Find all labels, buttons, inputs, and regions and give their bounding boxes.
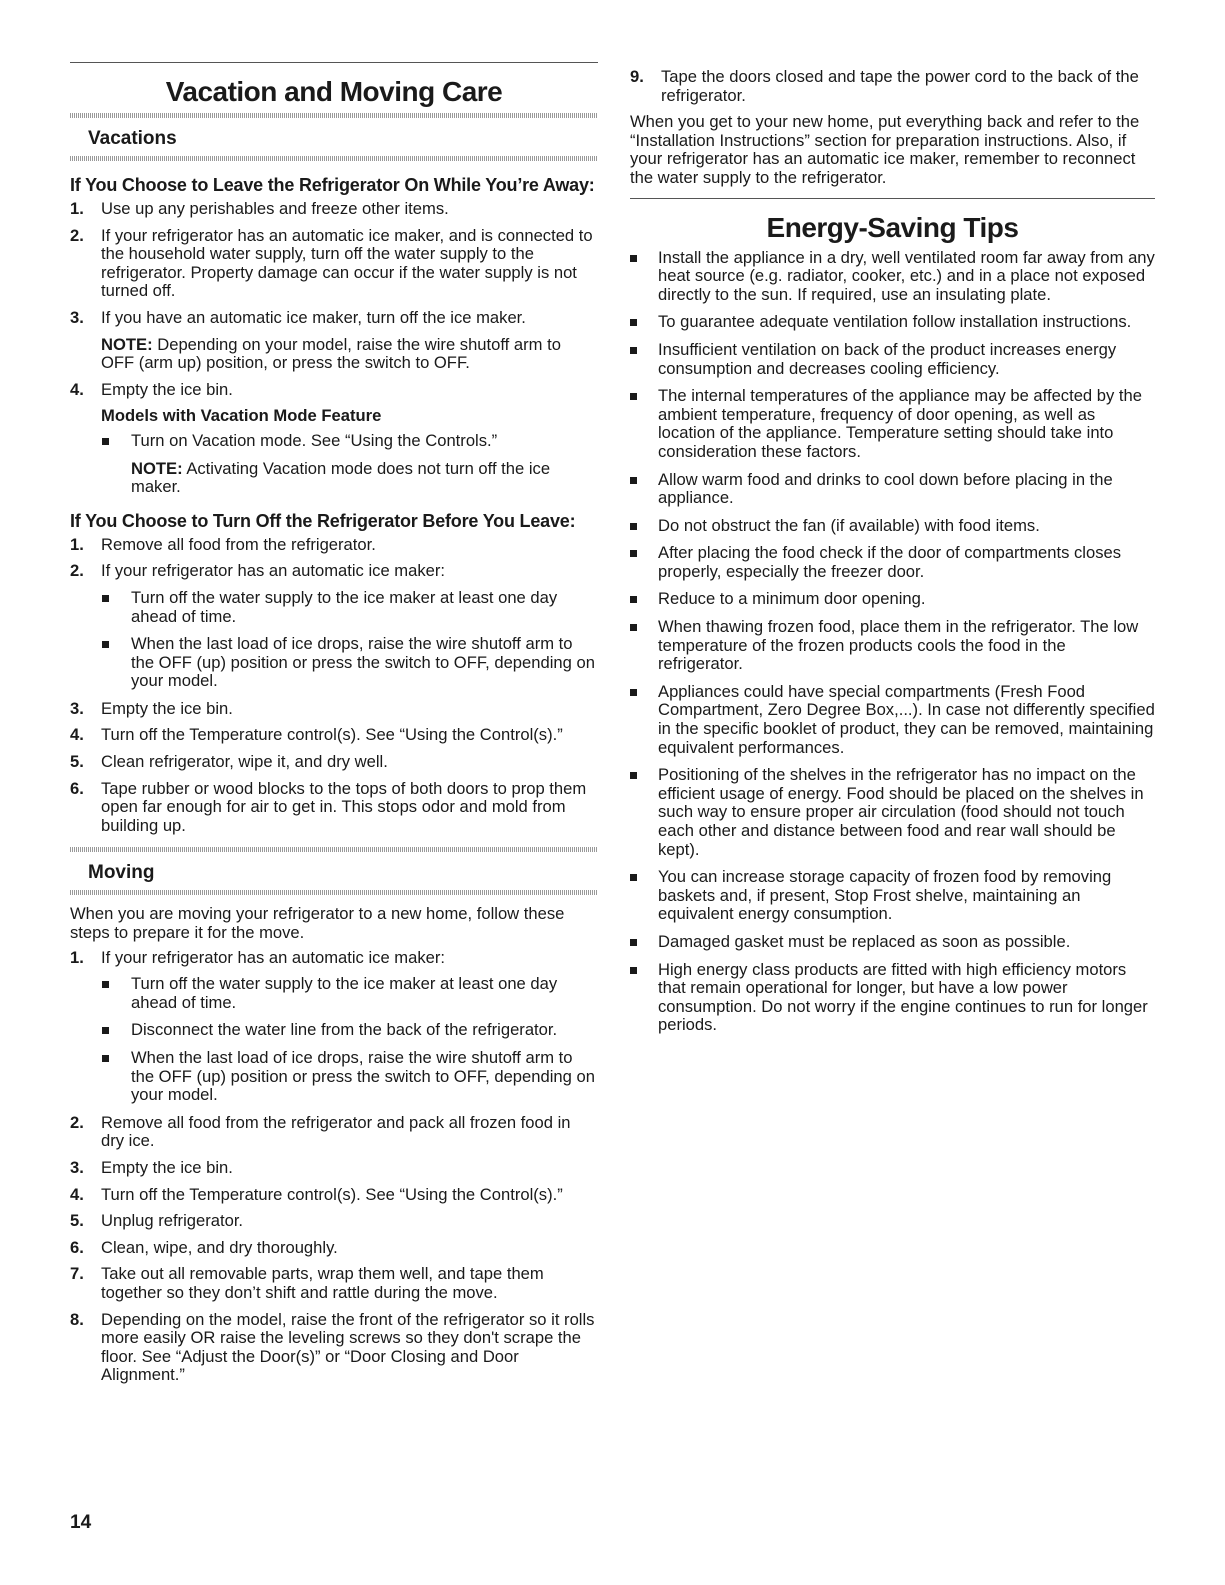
bullet-item: Do not obstruct the fan (if available) with food items. <box>630 517 1155 536</box>
list-item: 8. Depending on the model, raise the front of the refrigerator so it rolls more easily OR raise the leveling screws so they don't scrape the floor. See “Adjust the Door(s)” or “Door Closing and Door Alignment.” <box>70 1309 595 1385</box>
bullet-item: Damaged gasket must be replaced as soon as possible. <box>630 933 1155 952</box>
list-item: 9. Tape the doors closed and tape the power cord to the back of the refrigerator. <box>630 67 1139 105</box>
list-item: 3. Empty the ice bin. <box>70 698 233 718</box>
list-item: 2. If your refrigerator has an automatic ice maker: <box>70 561 446 581</box>
vacation-mode-heading: Models with Vacation Mode Feature <box>101 406 382 426</box>
page-number: 14 <box>70 1512 92 1533</box>
left-column <box>70 62 598 1393</box>
bullet-item: To guarantee adequate ventilation follow installation instructions. <box>630 313 1155 332</box>
note: NOTE: Activating Vacation mode does not turn off the ice maker. <box>131 458 551 497</box>
energy-title: Energy-Saving Tips <box>766 211 1019 243</box>
turn-off-heading: If You Choose to Turn Off the Refrigerator Before You Leave: <box>70 510 576 531</box>
list-item: 2. Remove all food from the refrigerator and pack all frozen food in dry ice. <box>70 1112 571 1151</box>
right-column <box>630 68 1155 1044</box>
note: NOTE: Depending on your model, raise the wire shutoff arm to OFF (arm up) position, or press the switch to OFF. <box>101 334 561 373</box>
bullet-item: When the last load of ice drops, raise the wire shutoff arm to the OFF (up) position or press the switch to OFF, depending on your model. <box>70 1049 598 1105</box>
top-rule <box>70 62 598 63</box>
section-title: Vacation and Moving Care <box>165 76 503 107</box>
list-item: 6. Tape rubber or wood blocks to the tops of both doors to prop them open far enough for air to get in. This stops odor and mold from building up. <box>70 778 587 835</box>
hatch-rule <box>70 890 598 895</box>
list-item: 6. Clean, wipe, and dry thoroughly. <box>70 1237 338 1257</box>
bullet-item: After placing the food check if the door of compartments closes properly, especially the freezer door. <box>630 544 1155 581</box>
bullet-item: Positioning of the shelves in the refrigerator has no impact on the efficient usage of energy. Food should be placed on the shelves in such way to ensure proper air circulation (food should not touch each other and distance between food and rear wall should be kept). <box>630 766 1155 859</box>
list-item: 1. Remove all food from the refrigerator. <box>70 534 376 554</box>
stay-on-heading: If You Choose to Leave the Refrigerator On While You’re Away: <box>70 175 595 195</box>
list-item: 5. Clean refrigerator, wipe it, and dry well. <box>70 752 388 772</box>
bullet-item: Appliances could have special compartments (Fresh Food Compartment, Zero Degree Box,...). In case not differently specified in the specific booklet of product, they can be removed, maintaining equivalent performances. <box>630 683 1155 757</box>
bullet-item: Insufficient ventilation on back of the product increases energy consumption and decreases cooling efficiency. <box>630 341 1155 378</box>
list-item: 1. If your refrigerator has an automatic ice maker: <box>70 947 446 967</box>
bullet-item: Allow warm food and drinks to cool down before placing in the appliance. <box>630 471 1155 508</box>
moving-heading: Moving <box>88 862 155 884</box>
bullet-item: Turn on Vacation mode. See “Using the Controls.” <box>70 432 598 451</box>
bullet-item: High energy class products are fitted with high efficiency motors that remain operational for longer, but have a low power consumption. Do not worry if the engine continues to run for longer periods. <box>630 961 1155 1035</box>
bullet-item: The internal temperatures of the appliance may be affected by the ambient temperature, frequency of door opening, as well as location of the appliance. Temperature setting should take into consideration these factors. <box>630 387 1155 461</box>
bullet-item: You can increase storage capacity of frozen food by removing baskets and, if present, Stop Frost shelve, maintaining an equivalent energy consumption. <box>630 868 1155 924</box>
bullet-item: Turn off the water supply to the ice maker at least one day ahead of time. <box>70 975 598 1012</box>
list-item: 5. Unplug refrigerator. <box>70 1211 244 1231</box>
hatch-rule <box>70 156 598 161</box>
list-item: 7. Take out all removable parts, wrap them well, and tape them together so they don’t shift and rattle during the move. <box>70 1264 544 1302</box>
list-item: 4. Turn off the Temperature control(s). See “Using the Control(s).” <box>70 725 563 745</box>
bullet-item: Reduce to a minimum door opening. <box>630 590 1155 609</box>
list-item: 4. Empty the ice bin. <box>70 379 233 399</box>
section-rule <box>630 198 1155 199</box>
list-item: 4. Turn off the Temperature control(s). See “Using the Control(s).” <box>70 1184 563 1204</box>
list-item: 3. If you have an automatic ice maker, turn off the ice maker. <box>70 307 526 327</box>
new-home-paragraph: When you get to your new home, put everything back and refer to the “Installation Instructions” section for preparation instructions. Also, if your refrigerator has an automatic ice maker, remember to reconnect the water supply to the refrigerator. <box>630 112 1140 187</box>
bullet-item: Install the appliance in a dry, well ventilated room far away from any heat source (e.g. radiator, cooker, etc.) and in a place not exposed directly to the sun. If required, use an insulating plate. <box>630 249 1155 305</box>
bullet-item: Disconnect the water line from the back of the refrigerator. <box>70 1021 598 1040</box>
moving-intro: When you are moving your refrigerator to a new home, follow these steps to prepare it for the move. <box>70 904 565 943</box>
bullet-item: When the last load of ice drops, raise the wire shutoff arm to the OFF (up) position or press the switch to OFF, depending on your model. <box>70 635 598 691</box>
bullet-item: Turn off the water supply to the ice maker at least one day ahead of time. <box>70 589 598 626</box>
list-item: 3. Empty the ice bin. <box>70 1157 233 1177</box>
bullet-item: When thawing frozen food, place them in the refrigerator. The low temperature of the frozen products cools the food in the refrigerator. <box>630 618 1155 674</box>
list-item: 2. If your refrigerator has an automatic ice maker, and is connected to the household water supply, turn off the water supply to the refrigerator. Property damage can occur if the water supply is not turned off. <box>70 225 593 301</box>
list-item: 1. Use up any perishables and freeze other items. <box>70 199 449 218</box>
vacations-heading: Vacations <box>88 128 177 149</box>
